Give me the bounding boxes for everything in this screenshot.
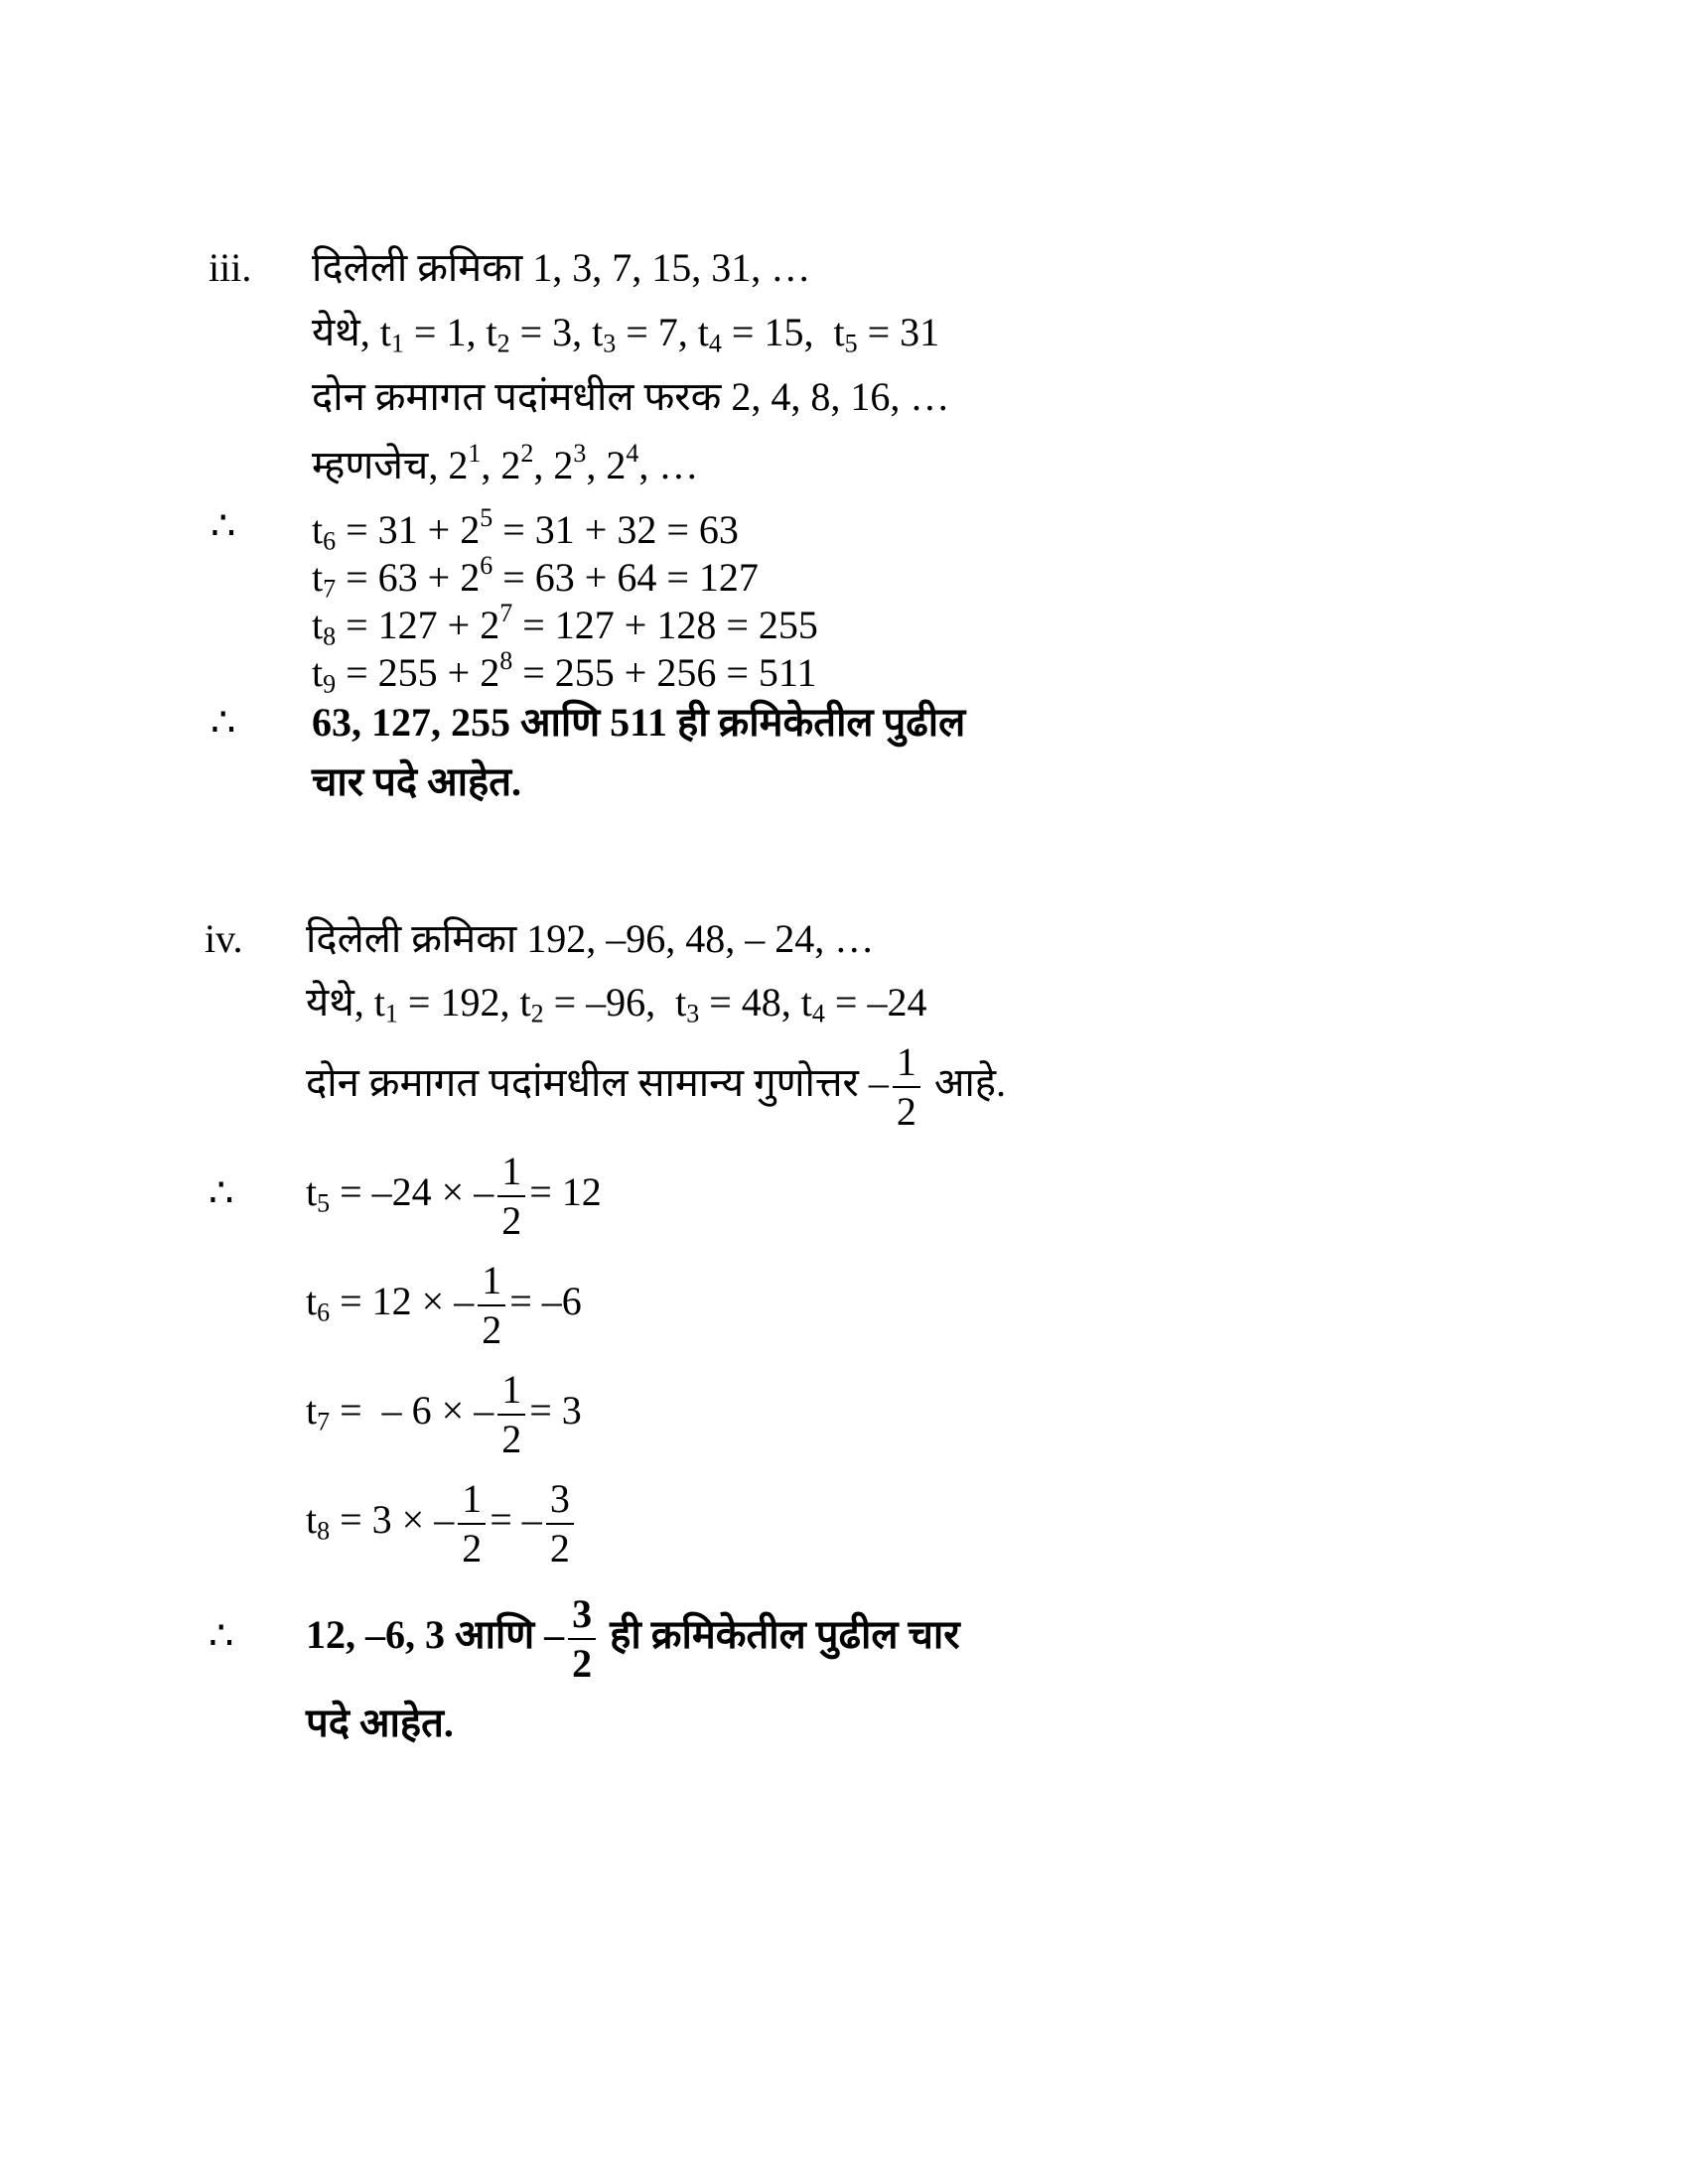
given-sequence: 192, –96, 48, – 24, … xyxy=(526,916,875,961)
fraction-three-halves: $\frac{3}{2}$ xyxy=(546,1479,574,1569)
given-prefix: दिलेली क्रमिका xyxy=(312,245,523,290)
conclusion-text: ही क्रमिकेतील पुढील चार xyxy=(610,1612,960,1658)
part-iii-conclusion-line1 xyxy=(312,701,965,745)
part-iv-label: iv. xyxy=(205,916,243,961)
ratio-text: दोन क्रमागत पदांमधील सामान्य गुणोत्तर xyxy=(306,1060,859,1106)
part-iii-label: iii. xyxy=(209,245,252,290)
part-iv-ratio: दोन क्रमागत पदांमधील सामान्य गुणोत्तर – $\frac{1}{2}$ आहे. xyxy=(306,1039,1007,1134)
part-iv-conclusion-line1: 12, –6, 3 आणि – $\frac{3}{2}$ ही क्रमिकेतील पुढील चार xyxy=(306,1591,960,1686)
fraction-one-half: $\frac{1}{2}$ xyxy=(497,1152,525,1241)
fraction-one-half: $\frac{1}{2}$ xyxy=(893,1042,920,1132)
eq-t6: $t_6 = 31 + 2^5 = 31 + 32 = 63$ xyxy=(312,503,739,556)
fraction-one-half: $\frac{1}{2}$ xyxy=(497,1370,525,1459)
eq-t7: $t_7 = 63 + 2^6 = 63 + 64 = 127$ xyxy=(312,551,759,604)
eq-t7: $t_7$ = – 6 × – $\frac{1}{2}$ = 3 xyxy=(306,1367,582,1461)
eq-t8: $t_8 = 3$ × – $\frac{1}{2}$ = – $\frac{3}{2}$ xyxy=(306,1479,578,1569)
that-is-label: म्हणजेच, xyxy=(312,442,439,487)
part-iii-given xyxy=(312,246,810,290)
part-iv-terms: येथे, $t_1 = 192$, $t_2 = -96$, $t_3 = 48$, $t_4 = -24$ xyxy=(306,980,927,1028)
therefore-symbol: ∴ xyxy=(209,1613,234,1658)
therefore-symbol: ∴ xyxy=(211,700,236,745)
part-iii-terms: येथे, $t_1 = 1$, $t_2 = 3$, $t_3 = 7$, $t_4 = 15$, $t_5 = 31$ xyxy=(312,310,940,358)
eq-t8: $t_8 = 127 + 2^7 = 127 + 128 = 255$ xyxy=(312,599,818,651)
fraction-one-half: $\frac{1}{2}$ xyxy=(478,1261,505,1350)
fraction-one-half: $\frac{1}{2}$ xyxy=(458,1479,486,1569)
conclusion-text: ही क्रमिकेतील पुढील xyxy=(676,700,966,745)
conclusion-numbers: 63, 127, 255 आणि 511 xyxy=(312,700,667,745)
part-iii-differences: दोन क्रमागत पदांमधील फरक 2, 4, 8, 16, … xyxy=(312,374,950,419)
eq-t5: $t_5 = -24$ × – $\frac{1}{2}$ = 12 xyxy=(306,1149,602,1243)
part-iii-powers: म्हणजेच, $2^1$, $2^2$, $2^3$, $2^4$, … xyxy=(312,439,699,487)
here-label: येथे, xyxy=(312,310,370,354)
part-iv-conclusion-line2: पदे आहेत. xyxy=(306,1701,454,1745)
conclusion-numbers: 12, –6, 3 आणि xyxy=(306,1612,535,1658)
eq-t6: $t_6 = 12$ × – $\frac{1}{2}$ = –6 xyxy=(306,1258,582,1352)
ratio-suffix: आहे. xyxy=(933,1060,1007,1106)
therefore-symbol: ∴ xyxy=(209,1170,234,1215)
given-sequence: 1, 3, 7, 15, 31, … xyxy=(532,245,811,290)
therefore-symbol: ∴ xyxy=(211,503,236,548)
part-iv-given xyxy=(306,917,874,961)
here-label: येथे, xyxy=(306,980,364,1024)
given-prefix: दिलेली क्रमिका xyxy=(306,916,517,961)
fraction-three-halves: $\frac{3}{2}$ xyxy=(568,1594,596,1684)
part-iii-conclusion-line2: चार पदे आहेत. xyxy=(312,759,521,804)
eq-t9: $t_9 = 255 + 2^8 = 255 + 256 = 511$ xyxy=(312,646,817,699)
